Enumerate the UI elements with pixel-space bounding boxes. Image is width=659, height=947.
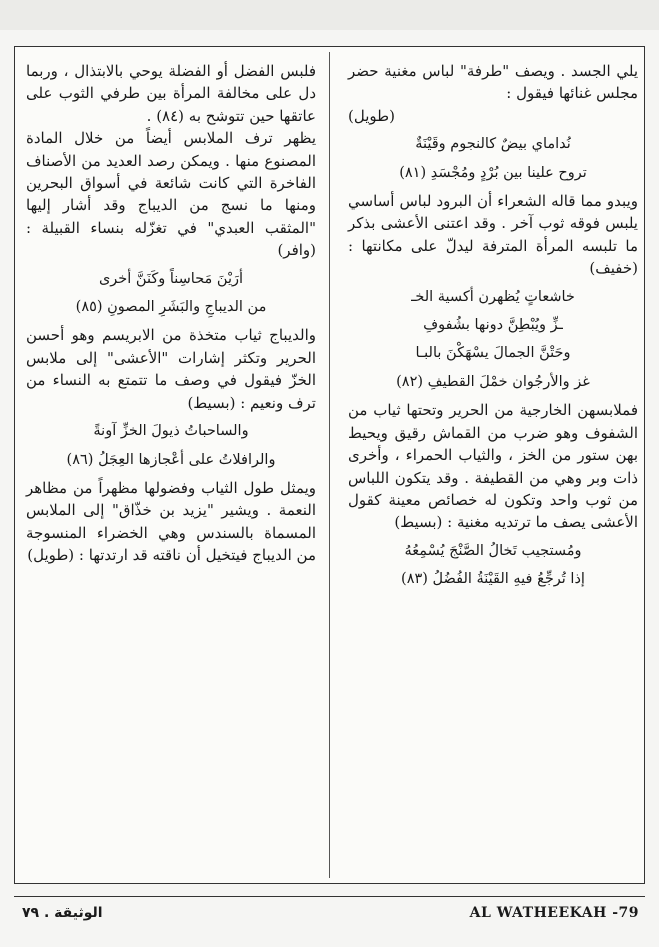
verse-line: تروح علينا بين بُرْدٍ ومُجْسَدِ (٨١) [399,164,587,181]
paragraph: يلي الجسد . ويصف "طرفة" لباس مغنية حضر مجلس غنائها فيقول : [348,62,638,103]
latin-page-number: AL WATHEEKAH -79 [469,905,639,921]
scan-top-strip [0,0,659,30]
verse-line: غز والأرجُوان خمْلَ القطيفِ (٨٢) [396,373,590,390]
verse-line: ـزِّ ويُبْطِنَّ دونها بشُفوفِ [423,317,563,334]
verse-line: من الديباجِ والبَشَرِ المصونِ (٨٥) [75,299,267,316]
meter-label: (طويل) [348,106,395,125]
column-right [348,60,638,597]
paragraph: والديباج ثياب متخذة من الابريسم وهو أحسن الحرير وتكثر إشارات "الأعشى" إلى ملابس الخزّ فيقول في وصف ما تتمتع به النساء من ترف ونعيم : (بسيط) [26,326,316,412]
paragraph: ويمثل طول الثياب وفضولها مظهراً من مظاهر النعمة . ويشير "يزيد بن خذّاق" إلى الملابس المسماة بالسندس وهي الخضراء المنسوجة من الديباج فيتخيل أن ناقته قد ارتدتها : (طويل) [26,478,316,565]
verse-line: إذا تُرجِّعُ فيهِ القَيْنَةُ الفُضُلُ (٨٣) [401,571,585,588]
column-divider [329,52,330,878]
paragraph: فملابسهن الخارجية من الحرير وتحتها ثياب من الشفوف وهو ضرب من القماش رقيق ويحيط بهن ستور من الخز ، والثياب الحمراء ، وأخرى ذات وبر وهي من القطيفة . وقد يتكون اللباس من ثوب واحد وتكون له خصائص معينة كقول الأعشى يصف ما ترتديه مغنية : (بسيط) [348,401,638,532]
verse-line: أرَيْنَ مَحاسِناً وكَنَنَّ أخرى [98,270,244,287]
verse-line: والساحباتُ ذيولَ الخزِّ آونةً [93,423,249,440]
verse-line: والرافلاتُ على أعْجازها العِجَلُ (٨٦) [66,451,276,468]
verse-line: ومُستجيب تَخالُ الصَّنْجَ يُسْمِعُهُ [404,542,582,559]
arabic-page-number: الوثيقة . ٧٩ [22,905,103,921]
verse-line: وحَتْنَّ الجمالَ يسْهَكْنَ بالبـا [415,345,571,362]
paragraph: فلبس الفضل أو الفضلة يوحي بالابتذال ، وربما دل على مخالفة المرأة بين طرفي الثوب على عاتقها حين تتوشح به (٨٤) . [26,62,316,125]
paragraph: ويبدو مما قاله الشعراء أن البرود لباس أساسي يلبس فوقه ثوب آخر . وقد اعتنى الأعشى بذكر ما تلبسه المرأة المترفة ليدلّ على مكانتها : (خفيف) [348,192,638,278]
page-footer [14,896,645,923]
paragraph: يظهر ترف الملابس أيضاً من خلال المادة المصنوع منها . ويمكن رصد العديد من الأصناف الفاخرة التي كانت شائعة في أسواق البحرين ومنها ما نسج من الديباج وقد أشار إليها "المثقب العبدي" في تغزّله بنساء القبيلة : (وافر) [26,129,316,260]
column-left [26,60,316,567]
verse-line: خاشعاتٍ يُظهرن أكسية الخـ [411,288,575,305]
verse-line: نُداماي بيضٌ كالنجوم وقَيْنَةٌ [415,136,571,153]
